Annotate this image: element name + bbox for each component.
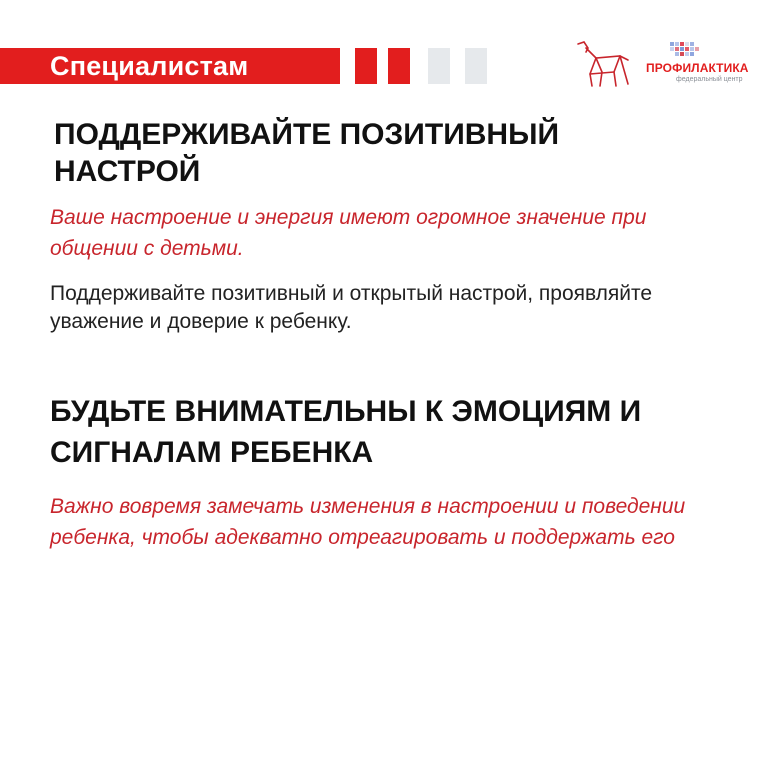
grid-logo-icon <box>668 40 702 60</box>
body-positive-mood: Поддерживайте позитивный и открытый настрой, проявляйте уважение и доверие к ребенку. <box>50 282 653 333</box>
logo-subtitle: федеральный центр <box>676 76 743 83</box>
heading-positive-mood: ПОДДЕРЖИВАЙТЕ ПОЗИТИВНЫЙ НАСТРОЙ <box>54 118 560 188</box>
horse-logo-icon <box>574 40 630 88</box>
decor-square-gray-1 <box>428 48 450 84</box>
heading-attentive-emotions: БУДЬТЕ ВНИМАТЕЛЬНЫ К ЭМОЦИЯМ И СИГНАЛАМ РЕБЕНКА <box>50 395 642 469</box>
decor-square-gray-2 <box>465 48 487 84</box>
section-label: Специалистам <box>50 51 249 81</box>
lead-attentive-emotions: Важно вовремя замечать изменения в настроении и поведении ребенка, чтобы адекватно отреагировать и поддержать его <box>50 495 686 549</box>
decor-square-red-1 <box>355 48 377 84</box>
logo-name: ПРОФИЛАКТИКА <box>646 61 749 75</box>
lead-positive-mood: Ваше настроение и энергия имеют огромное значение при общении с детьми. <box>50 206 647 260</box>
decor-square-red-2 <box>388 48 410 84</box>
